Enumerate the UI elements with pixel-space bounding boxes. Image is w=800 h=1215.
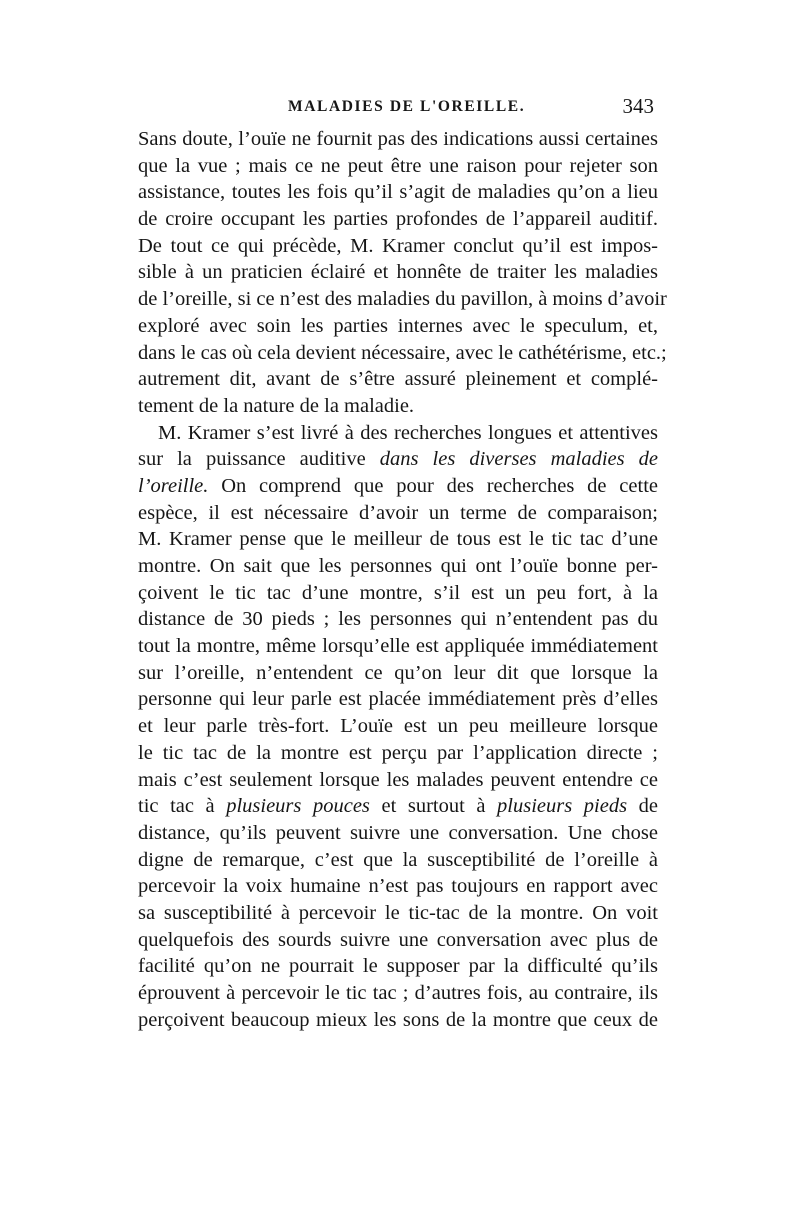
text-line <box>138 660 658 687</box>
text-line <box>138 820 658 847</box>
text-segment: dans le cas où cela devient nécessaire, avec le cathétérisme, etc.; <box>138 341 667 364</box>
text-line <box>138 553 658 580</box>
text-line <box>138 606 658 633</box>
italic-text: plusieurs pieds <box>497 795 628 818</box>
text-line <box>138 900 658 927</box>
text-line <box>138 233 658 260</box>
text-segment: assistance, toutes les fois qu’il s’agit de maladies qu’on a lieu <box>138 181 658 204</box>
text-line <box>138 500 658 527</box>
text-segment: On comprend que pour des recherches de cette <box>208 474 658 497</box>
text-segment: autrement dit, avant de s’être assuré pleinement et complé- <box>138 368 658 391</box>
italic-text: dans les diverses maladies de <box>379 448 658 471</box>
text-line <box>138 1007 658 1034</box>
text-line <box>138 740 658 767</box>
text-segment: sur l’oreille, n’entendent ce qu’on leur dit que lorsque la <box>138 661 658 684</box>
text-segment: espèce, il est nécessaire d’avoir un terme de comparaison; <box>138 501 658 524</box>
text-segment: tement de la nature de la maladie. <box>138 394 415 417</box>
text-line <box>138 686 658 713</box>
text-segment: exploré avec soin les parties internes avec le speculum, et, <box>138 314 658 337</box>
text-segment: quelquefois des sourds suivre une conversation avec plus de <box>138 928 658 951</box>
text-segment: De tout ce qui précède, M. Kramer conclut qu’il est impos- <box>138 234 658 257</box>
italic-text: plusieurs pouces <box>226 795 370 818</box>
text-segment: M. Kramer s’est livré à des recherches longues et attentives <box>158 421 658 444</box>
text-segment: percevoir la voix humaine n’est pas toujours en rapport avec <box>138 875 658 898</box>
text-segment: personne qui leur parle est placée immédiatement près d’elles <box>138 688 658 711</box>
text-segment: éprouvent à percevoir le tic tac ; d’autres fois, au contraire, ils <box>138 982 658 1004</box>
text-segment: sa susceptibilité à percevoir le tic-tac de la montre. On voit <box>138 901 658 924</box>
text-line <box>138 259 658 286</box>
text-segment: et leur parle très-fort. L’ouïe est un peu meilleure lorsque <box>138 715 658 738</box>
text-segment: digne de remarque, c’est que la susceptibilité de l’oreille à <box>138 848 658 871</box>
running-head <box>138 94 658 124</box>
text-line <box>138 767 658 794</box>
text-line <box>138 633 658 660</box>
text-line <box>138 366 658 393</box>
text-segment: de croire occupant les parties profondes de l’appareil auditif. <box>138 208 658 231</box>
text-line <box>138 179 658 206</box>
running-title: MALADIES DE L'OREILLE. <box>288 98 526 115</box>
text-segment: çoivent le tic tac d’une montre, s’il est un peu fort, à la <box>138 581 658 604</box>
text-segment: de l’oreille, si ce n’est des maladies du pavillon, à moins d’avoir <box>138 288 667 311</box>
body-text <box>138 126 667 1033</box>
text-segment: le tic tac de la montre est perçu par l’application directe ; <box>138 741 658 764</box>
page-number: 343 <box>622 94 654 118</box>
text-line <box>138 713 658 740</box>
text-segment: distance de 30 pieds ; les personnes qui n’entendent pas du <box>138 608 658 631</box>
text-segment: perçoivent beaucoup mieux les sons de la montre que ceux de <box>138 1008 658 1031</box>
text-line <box>138 526 658 553</box>
text-line <box>138 580 658 607</box>
text-line <box>138 793 658 820</box>
text-segment: sur la puissance auditive <box>138 448 380 471</box>
italic-text: l’oreille. <box>138 474 209 497</box>
text-line <box>138 847 658 874</box>
text-line <box>138 420 658 447</box>
text-segment: M. Kramer pense que le meilleur de tous est le tic tac d’une <box>138 528 658 551</box>
text-line <box>138 206 658 233</box>
text-line <box>138 446 658 473</box>
text-line <box>138 953 658 980</box>
text-line <box>138 393 658 420</box>
text-segment: facilité qu’on ne pourrait le supposer par la difficulté qu’ils <box>138 955 658 978</box>
text-segment: tout la montre, même lorsqu’elle est appliquée immédiatement <box>138 635 658 658</box>
text-segment: montre. On sait que les personnes qui ont l’ouïe bonne per- <box>138 555 658 577</box>
text-line <box>138 286 667 313</box>
text-segment: de <box>627 795 659 818</box>
text-line <box>138 340 667 367</box>
text-segment: mais c’est seulement lorsque les malades peuvent entendre ce <box>138 768 658 791</box>
text-segment: que la vue ; mais ce ne peut être une raison pour rejeter son <box>138 154 658 177</box>
text-segment: Sans doute, l’ouïe ne fournit pas des indications aussi certaines <box>138 128 658 150</box>
text-segment: distance, qu’ils peuvent suivre une conversation. Une chose <box>138 821 658 844</box>
text-line <box>138 980 658 1007</box>
text-line <box>138 126 658 153</box>
text-segment: tic tac à <box>138 795 227 818</box>
text-line <box>138 313 658 340</box>
text-segment: et surtout à <box>369 795 498 818</box>
text-segment: sible à un praticien éclairé et honnête de traiter les maladies <box>138 261 658 284</box>
text-line <box>138 473 658 500</box>
text-line <box>138 927 658 954</box>
text-line <box>138 153 658 180</box>
text-line <box>138 873 658 900</box>
